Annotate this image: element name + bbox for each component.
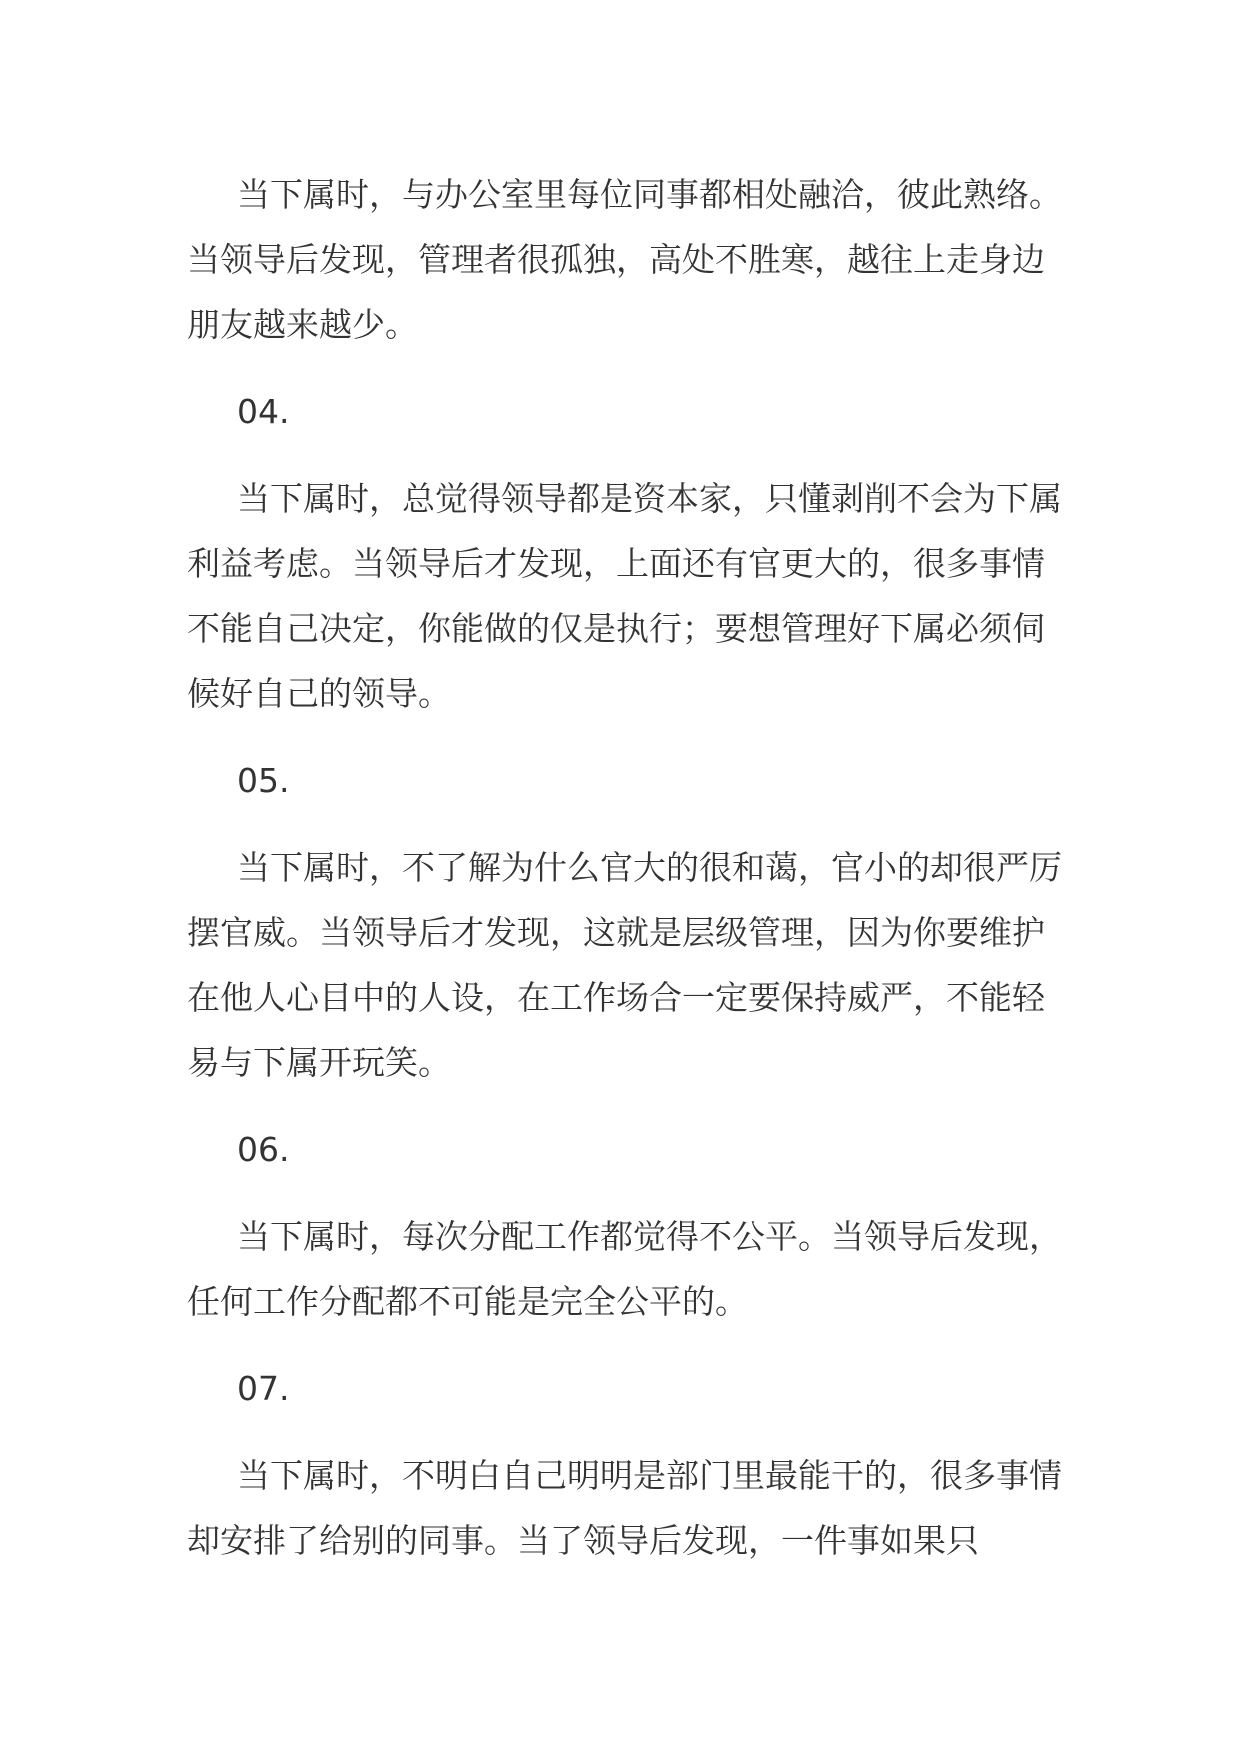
- document-body: [187, 162, 1067, 1595]
- section-number: 06.: [237, 1130, 290, 1169]
- section-number: 04.: [237, 392, 290, 431]
- paragraph: 当下属时，每次分配工作都觉得不公平。当领导后发现，任何工作分配都不可能是完全公平的。: [187, 1217, 1062, 1321]
- section-number: 05.: [237, 761, 290, 800]
- section-number: 07.: [237, 1369, 290, 1408]
- paragraph: 当下属时，不明白自己明明是部门里最能干的，很多事情却安排了给别的同事。当了领导后发现，一件事如果只: [187, 1456, 1062, 1560]
- paragraph: 当下属时，总觉得领导都是资本家，只懂剥削不会为下属利益考虑。当领导后才发现，上面还有官更大的，很多事情不能自己决定，你能做的仅是执行；要想管理好下属必须伺候好自己的领导。: [187, 479, 1062, 713]
- paragraph: 当下属时，与办公室里每位同事都相处融洽，彼此熟络。当领导后发现，管理者很孤独，高处不胜寒，越往上走身边朋友越来越少。: [187, 175, 1062, 344]
- paragraph: 当下属时，不了解为什么官大的很和蔼，官小的却很严厉摆官威。当领导后才发现，这就是层级管理，因为你要维护在他人心目中的人设，在工作场合一定要保持威严，不能轻易与下属开玩笑。: [187, 848, 1062, 1082]
